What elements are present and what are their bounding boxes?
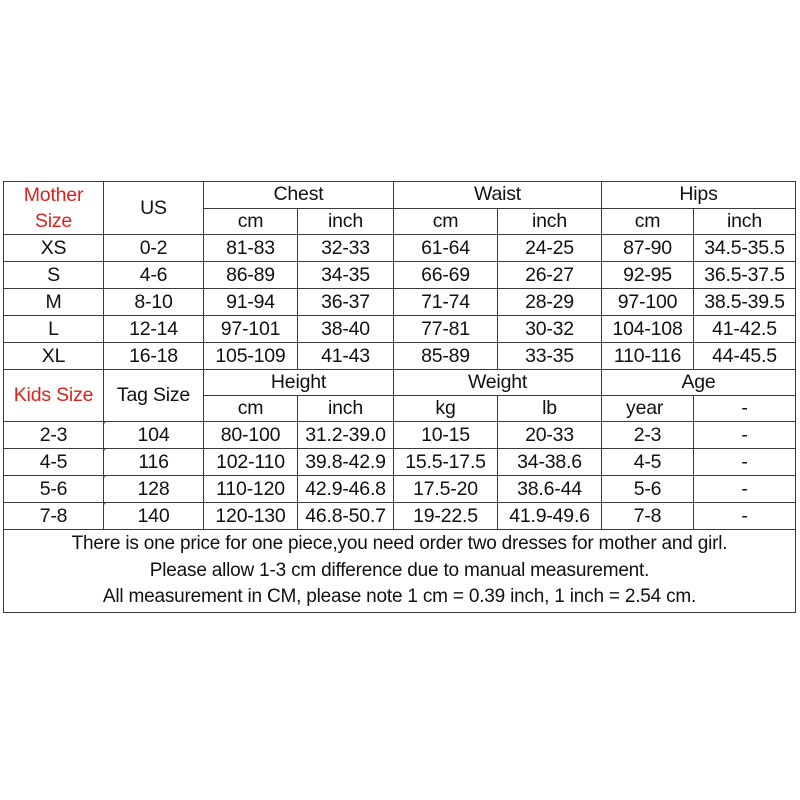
notes-row [4,530,796,613]
unit-cell: cm [602,208,694,235]
unit-cell: inch [498,208,602,235]
unit-cell: inch [298,396,394,422]
note-line: Please allow 1-3 cm difference due to manual measurement. [149,559,650,581]
table-cell: 66-69 [394,262,498,289]
table-cell [104,422,204,449]
table-cell: - [694,422,796,449]
table-cell: 20-33 [498,422,602,449]
table-cell: S [4,262,104,289]
table-cell: 97-101 [204,316,298,343]
table-cell: 2-3 [4,422,104,449]
table-cell-text: 104 [137,423,170,446]
height-header: Height [204,370,394,396]
unit-cell: cm [204,208,298,235]
weight-header: Weight [394,370,602,396]
tag-size-header: Tag Size [104,370,204,422]
table-cell: 44-45.5 [694,343,796,370]
mother-header-row [4,182,796,209]
table-row [4,316,796,343]
table-cell: 91-94 [204,289,298,316]
table-cell: 30-32 [498,316,602,343]
table-cell: 80-100 [204,422,298,449]
table-row [4,503,796,530]
table-cell: L [4,316,104,343]
table-cell: 32-33 [298,235,394,262]
table-cell: 41.9-49.6 [498,503,602,530]
table-row [4,449,796,476]
table-cell: 42.9-46.8 [298,476,394,503]
table-cell: 8-10 [104,289,204,316]
table-cell: - [694,476,796,503]
green-corner-mark [104,503,108,507]
table-cell: 28-29 [498,289,602,316]
table-cell: 39.8-42.9 [298,449,394,476]
table-cell: 92-95 [602,262,694,289]
table-cell: 38.5-39.5 [694,289,796,316]
table-cell: 4-5 [4,449,104,476]
table-cell: 4-5 [602,449,694,476]
table-cell [104,503,204,530]
table-cell: 36.5-37.5 [694,262,796,289]
unit-cell: kg [394,396,498,422]
table-cell: 104-108 [602,316,694,343]
table-cell: 41-42.5 [694,316,796,343]
table-cell [104,476,204,503]
table-cell: 31.2-39.0 [298,422,394,449]
unit-cell: cm [394,208,498,235]
table-row [4,289,796,316]
table-cell: 97-100 [602,289,694,316]
table-row [4,422,796,449]
size-chart-table [3,181,796,613]
table-cell: M [4,289,104,316]
table-cell: 120-130 [204,503,298,530]
unit-cell: lb [498,396,602,422]
unit-cell: year [602,396,694,422]
table-cell: 110-116 [602,343,694,370]
table-cell [104,449,204,476]
table-cell: 0-2 [104,235,204,262]
table-cell-text: 116 [138,450,169,473]
table-cell: 81-83 [204,235,298,262]
table-cell: 16-18 [104,343,204,370]
table-cell: 105-109 [204,343,298,370]
notes-cell [4,530,796,613]
hips-header: Hips [602,182,796,209]
table-cell: 34.5-35.5 [694,235,796,262]
age-header: Age [602,370,796,396]
table-cell: 87-90 [602,235,694,262]
note-line: There is one price for one piece,you need order two dresses for mother and girl. [71,533,728,554]
table-cell: 38.6-44 [498,476,602,503]
table-cell: 46.8-50.7 [298,503,394,530]
table-cell: 61-64 [394,235,498,262]
unit-cell: - [694,396,796,422]
unit-cell: inch [694,208,796,235]
table-cell: 36-37 [298,289,394,316]
green-corner-mark [104,449,108,453]
green-corner-mark [104,422,108,426]
unit-cell: cm [204,396,298,422]
table-cell: XL [4,343,104,370]
table-cell: 33-35 [498,343,602,370]
table-cell: 17.5-20 [394,476,498,503]
table-cell: 34-38.6 [498,449,602,476]
kids-header-row [4,370,796,396]
table-cell: 38-40 [298,316,394,343]
table-cell: 19-22.5 [394,503,498,530]
table-cell: 12-14 [104,316,204,343]
mother-size-header: Mother Size [4,182,104,235]
table-cell: 5-6 [602,476,694,503]
table-cell: 5-6 [4,476,104,503]
table-cell: 77-81 [394,316,498,343]
waist-header: Waist [394,182,602,209]
table-cell: 41-43 [298,343,394,370]
table-row [4,235,796,262]
table-cell: 24-25 [498,235,602,262]
table-cell: XS [4,235,104,262]
table-cell: 26-27 [498,262,602,289]
table-row [4,262,796,289]
table-cell: - [694,503,796,530]
kids-size-header: Kids Size [4,370,104,422]
note-line: All measurement in CM, please note 1 cm = 0.39 inch, 1 inch = 2.54 cm. [102,586,697,607]
table-cell: 7-8 [4,503,104,530]
table-row [4,343,796,370]
table-cell: 110-120 [204,476,298,503]
table-cell: 85-89 [394,343,498,370]
unit-cell: inch [298,208,394,235]
table-cell: 71-74 [394,289,498,316]
table-cell: 2-3 [602,422,694,449]
table-cell: 10-15 [394,422,498,449]
table-cell: 7-8 [602,503,694,530]
table-cell: - [694,449,796,476]
table-cell: 4-6 [104,262,204,289]
table-row [4,476,796,503]
green-corner-mark [104,476,108,480]
table-cell: 86-89 [204,262,298,289]
chest-header: Chest [204,182,394,209]
us-header: US [104,182,204,235]
table-cell: 15.5-17.5 [394,449,498,476]
table-cell: 102-110 [204,449,298,476]
table-cell: 34-35 [298,262,394,289]
table-cell-text: 128 [137,477,170,500]
table-cell-text: 140 [137,504,170,527]
